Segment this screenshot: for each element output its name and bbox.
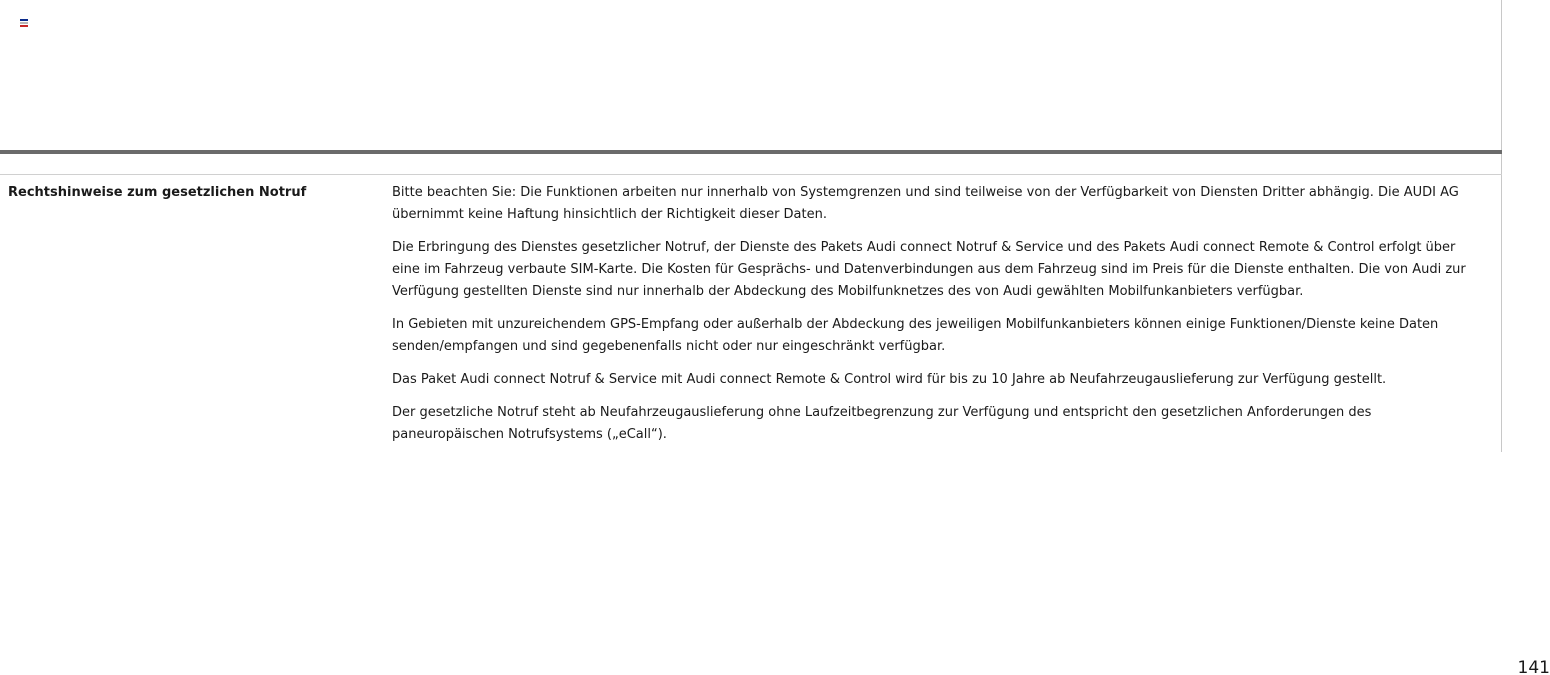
paragraph: Das Paket Audi connect Notruf & Service mit Audi connect Remote & Control wird für bis zu 10 Jahre ab Neufahrzeugauslieferung zur Verfügung gestellt. — [392, 372, 1387, 387]
flag-stripe — [20, 25, 28, 27]
flag-icon[interactable] — [20, 19, 28, 27]
page-number: 141 — [1517, 658, 1550, 675]
row-content — [392, 182, 1487, 457]
flag-stripe — [20, 19, 28, 21]
flag-stripe — [20, 22, 28, 24]
table-top-divider — [0, 174, 1502, 175]
paragraph: Der gesetzliche Notruf steht ab Neufahrzeugauslieferung ohne Laufzeitbegrenzung zur Verfügung und entspricht den gesetzlichen Anforderungen des paneuropäischen Notrufsystems („eCall“). — [392, 405, 1372, 442]
paragraph: Bitte beachten Sie: Die Funktionen arbeiten nur innerhalb von Systemgrenzen und sind teilweise von der Verfügbarkeit von Diensten Dritter abhängig. Die AUDI AG übernimmt keine Haftung hinsichtlich der Richtigkeit dieser Daten. — [392, 185, 1459, 222]
header-divider — [0, 150, 1502, 154]
row-heading: Rechtshinweise zum gesetzlichen Notruf — [8, 185, 307, 200]
page-right-border — [1501, 0, 1502, 452]
paragraph: Die Erbringung des Dienstes gesetzlicher Notruf, der Dienste des Pakets Audi connect Notruf & Service und des Pakets Audi connect Remote & Control erfolgt über eine im Fahrzeug verbaute SIM-Karte. Die Kosten für Gesprächs- und Datenverbindungen aus dem Fahrzeug sind im Preis für die Dienste enthalten. Die von Audi zur Verfügung gestellten Dienste sind nur innerhalb der Abdeckung des Mobilfunknetzes des von Audi gewählten Mobilfunkanbieters verfügbar. — [392, 240, 1466, 299]
paragraph: In Gebieten mit unzureichendem GPS-Empfang oder außerhalb der Abdeckung des jeweiligen Mobilfunkanbieters können einige Funktionen/Dienste keine Daten senden/empfangen und sind gegebenenfalls nicht oder nur eingeschränkt verfügbar. — [392, 317, 1439, 354]
